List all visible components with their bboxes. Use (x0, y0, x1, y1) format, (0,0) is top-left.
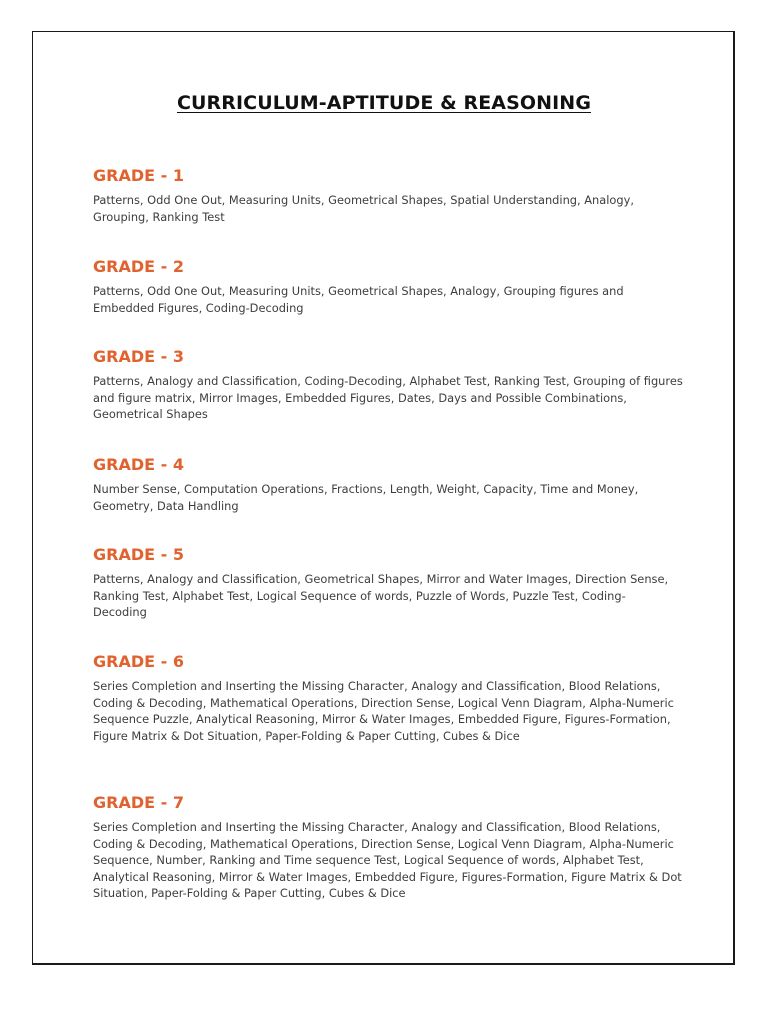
grade-heading: GRADE - 4 (93, 455, 184, 474)
grade-topics: Number Sense, Computation Operations, Fractions, Length, Weight, Capacity, Time and Money, Geometry, Data Handling (93, 482, 639, 513)
grade-heading: GRADE - 2 (93, 257, 184, 276)
grade-section-7 (93, 793, 683, 902)
grade-topics: Patterns, Analogy and Classification, Geometrical Shapes, Mirror and Water Images, Direction Sense, Ranking Test, Alphabet Test, Logical Sequence of words, Puzzle of Words, Puzzle Test, Coding- Decoding (93, 572, 669, 620)
grade-topics: Series Completion and Inserting the Missing Character, Analogy and Classification, Blood Relations, Coding & Decoding, Mathematical Operations, Direction Sense, Logical Venn Diagram, Alpha-Numeric Sequence Puzzle, Analytical Reasoning, Mirror & Water Images, Embedded Figure, Figures-Formation, Figure Matrix & Dot Situation, Paper-Folding & Paper Cutting, Cubes & Dice (93, 679, 674, 743)
grade-topics: Patterns, Odd One Out, Measuring Units, Geometrical Shapes, Spatial Understanding, Analogy, Grouping, Ranking Test (93, 193, 634, 224)
grade-topics: Patterns, Analogy and Classification, Coding-Decoding, Alphabet Test, Ranking Test, Grouping of figures and figure matrix, Mirror Images, Embedded Figures, Dates, Days and Possible Combinations, Geometrical Shapes (93, 374, 683, 422)
grade-heading: GRADE - 6 (93, 652, 184, 671)
page-title: CURRICULUM-APTITUDE & REASONING (176, 92, 592, 114)
grade-section-5 (93, 545, 683, 621)
grade-section-4 (93, 455, 683, 514)
grade-section-3 (93, 347, 683, 423)
grade-heading: GRADE - 5 (93, 545, 184, 564)
grade-section-2 (93, 257, 683, 316)
grade-topics: Patterns, Odd One Out, Measuring Units, Geometrical Shapes, Analogy, Grouping figures and Embedded Figures, Coding-Decoding (93, 284, 624, 315)
grade-section-6 (93, 652, 683, 744)
grade-heading: GRADE - 7 (93, 793, 184, 812)
grade-topics: Series Completion and Inserting the Missing Character, Analogy and Classification, Blood Relations, Coding & Decoding, Mathematical Operations, Direction Sense, Logical Venn Diagram, Alpha-Numeric Sequence, Number, Ranking and Time sequence Test, Logical Sequence of words, Alphabet Test, Analytical Reasoning, Mirror & Water Images, Embedded Figure, Figures-Formation, Figure Matrix & Dot Situation, Paper-Folding & Paper Cutting, Cubes & Dice (93, 820, 682, 901)
grade-section-1 (93, 166, 683, 225)
grade-heading: GRADE - 1 (93, 166, 184, 185)
grade-heading: GRADE - 3 (93, 347, 184, 366)
